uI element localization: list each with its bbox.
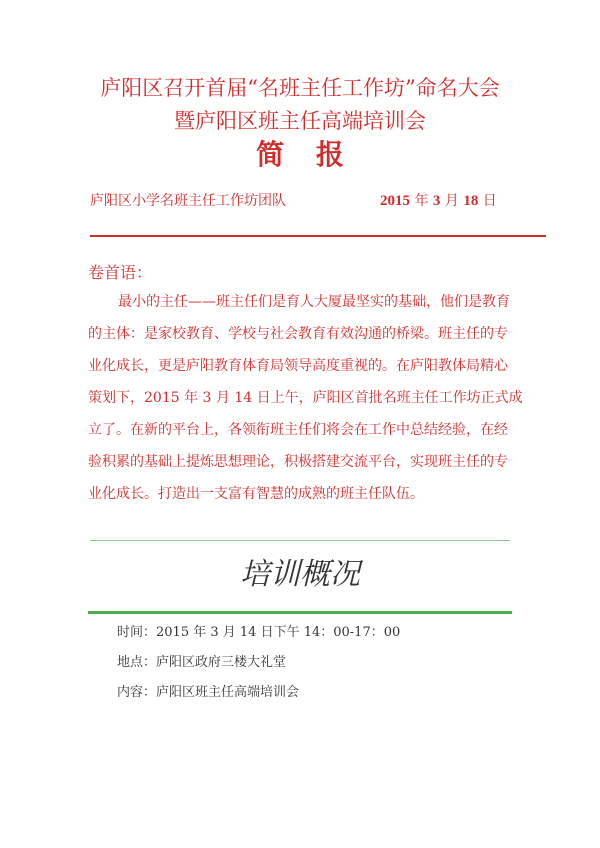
green-divider-bottom <box>88 611 512 614</box>
detail-value: 庐阳区班主任高端培训会 <box>156 685 300 700</box>
preface-line: 的主体：是家校教育、学校与社会教育有效沟通的桥梁。班主任的专 <box>88 326 508 342</box>
preface-line: 验积累的基础上提炼思想理论，积极搭建交流平台，实现班主任的专 <box>88 454 508 470</box>
preface-heading: 卷首语： <box>88 263 153 282</box>
date-year: 2015 <box>380 193 410 209</box>
preface-line: 业化成长，更是庐阳教育体育局领导高度重视的。在庐阳教体局精心 <box>88 358 508 374</box>
detail-value: 2015 年 3 月 14 日下午 14：00-17：00 <box>156 625 401 640</box>
detail-label: 时间： <box>117 625 157 640</box>
detail-content <box>117 684 299 702</box>
bulletin-title: 简 报 <box>256 138 344 171</box>
publish-date <box>380 191 497 211</box>
section-title: 培训概况 <box>240 557 360 592</box>
preface-line: 业化成长。打造出一支富有智慧的成熟的班主任队伍。 <box>88 486 424 502</box>
detail-time <box>117 624 400 642</box>
detail-label: 内容： <box>117 685 157 700</box>
title-line-2: 暨庐阳区班主任高端培训会 <box>174 109 426 133</box>
detail-location <box>117 654 286 672</box>
title-line-1: 庐阳区召开首届“名班主任工作坊”命名大会 <box>100 76 500 100</box>
date-day: 18 <box>463 193 479 209</box>
preface-line: 立了。在新的平台上，各领衔班主任们将会在工作中总结经验，在经 <box>88 422 508 438</box>
date-day-unit: 日 <box>478 193 497 209</box>
preface-line: 策划下，2015 年 3 月 14 日上午，庐阳区首批名班主任工作坊正式成 <box>88 390 523 406</box>
date-month-unit: 月 <box>440 193 464 209</box>
green-divider-top <box>90 540 510 541</box>
date-month: 3 <box>432 193 441 209</box>
preface-line: 最小的主任——班主任们是育人大厦最坚实的基础，他们是教育 <box>118 294 510 310</box>
red-divider <box>90 235 546 237</box>
date-year-unit: 年 <box>410 193 433 209</box>
detail-value: 庐阳区政府三楼大礼堂 <box>156 655 287 670</box>
team-name: 庐阳区小学名班主任工作坊团队 <box>90 193 286 209</box>
detail-label: 地点： <box>117 655 157 670</box>
